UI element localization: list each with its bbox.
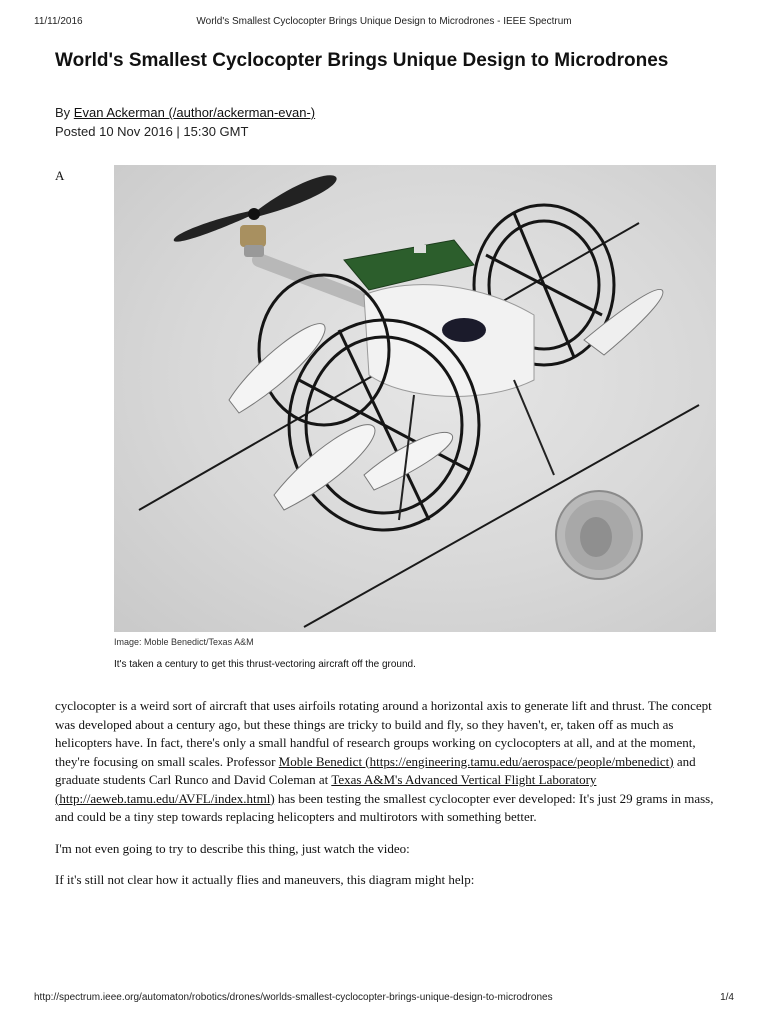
paragraph-3: If it's still not clear how it actually flies and maneuvers, this diagram might help: (55, 872, 475, 887)
cyclocopter-illustration (114, 165, 716, 632)
author-link[interactable]: Evan Ackerman (/author/ackerman-evan-) (73, 105, 316, 120)
article-body (55, 697, 717, 903)
paragraph-2: I'm not even going to try to describe this thing, just watch the video: (55, 840, 410, 856)
byline (55, 105, 315, 120)
landing-strut-right (514, 380, 554, 475)
cyclocopter-photo (114, 165, 716, 632)
paragraph-1 (55, 697, 717, 827)
image-caption: It's taken a century to get this thrust-vectoring aircraft off the ground. (114, 659, 416, 670)
quarter-coin (556, 491, 642, 579)
paragraph-1-text-c: has been testing the smallest cyclocopter ever developed: It's just 29 grams in mass, and could be a tiny step towards replacing helicopters and multirotors with something better. (55, 790, 714, 824)
article-title: World's Smallest Cyclocopter Brings Unique Design to Microdrones (55, 50, 669, 71)
image-credit: Image: Moble Benedict/Texas A&M (114, 637, 254, 647)
print-date: 11/11/2016 (34, 16, 83, 27)
paragraph-1-text-b: and graduate students Carl Runco and David Coleman at (55, 753, 696, 787)
print-footer (34, 992, 734, 1006)
avfl-link[interactable]: Texas A&M's Advanced Vertical Flight Laboratory (http://aeweb.tamu.edu/AVFL/index.html) (55, 772, 597, 806)
print-header (34, 16, 734, 30)
posted-date: Posted 10 Nov 2016 | 15:30 GMT (55, 124, 249, 139)
print-page-number: 1/4 (720, 992, 734, 1003)
byline-prefix: By (55, 105, 74, 120)
print-page-title: World's Smallest Cyclocopter Brings Unique Design to Microdrones - IEEE Spectrum (196, 16, 572, 27)
moble-benedict-link[interactable]: Moble Benedict (https://engineering.tamu.edu/aerospace/people/mbenedict) (278, 753, 674, 769)
print-url: http://spectrum.ieee.org/automaton/robotics/drones/worlds-smallest-cyclocopter-brings-unique-design-to-microdrones (34, 992, 553, 1003)
servo-motor (442, 318, 486, 342)
propeller (174, 175, 337, 257)
rear-airfoil (584, 289, 663, 355)
drop-cap: A (55, 168, 65, 183)
paragraph-1-text-a: cyclocopter is a weird sort of aircraft that uses airfoils rotating around a horizontal axis to generate lift and thrust. The concept was developed about a century ago, but these things are tricky to build and fly, so they haven't, er, taken off as much as helicopters have. In fact, there's only a small handful of research groups working on cyclocopters at all, and at the moment, they're focusing on small scales. Professor (55, 698, 712, 769)
